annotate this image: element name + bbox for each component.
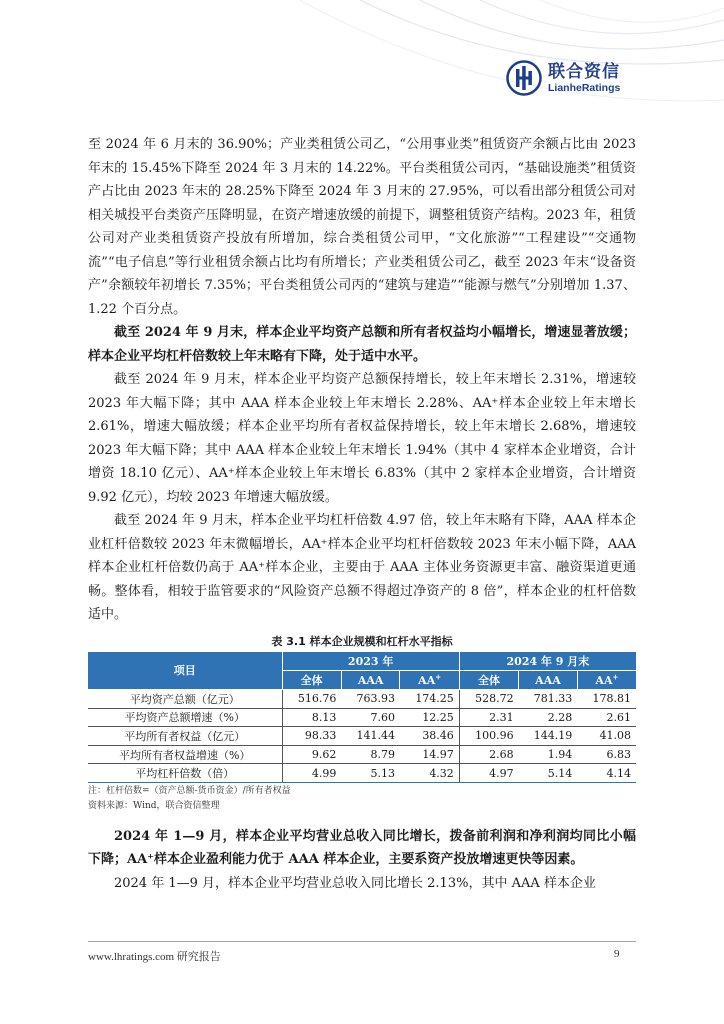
- table-cell: 2.28: [519, 708, 578, 727]
- table-cell: 4.97: [459, 764, 518, 783]
- table-cell: 144.19: [519, 727, 578, 746]
- table-cell: 781.33: [519, 690, 578, 709]
- row-label: 平均资产总额增速（%）: [88, 708, 282, 727]
- subheader-aaa-2023: AAA: [341, 671, 400, 690]
- table-cell: 98.33: [282, 727, 341, 746]
- page-number: 9: [614, 948, 620, 960]
- table-cell: 528.72: [459, 690, 518, 709]
- subheader-all-2024: 全体: [459, 671, 518, 690]
- table-row: [88, 745, 636, 764]
- table-header-item: 项目: [88, 652, 282, 690]
- subheader-aaplus-2024: AA+: [577, 671, 636, 690]
- paragraph-heading-assets: 截至 2024 年 9 月末，样本企业平均资产总额和所有者权益均小幅增长，增速显著放缓；样本企业平均杠杆倍数较上年末略有下降，处于适中水平。: [88, 325, 636, 364]
- table-cell: 1.94: [519, 745, 578, 764]
- table-header-2024q3: 2024 年 9 月末: [459, 652, 636, 671]
- table-cell: 174.25: [400, 690, 459, 709]
- leverage-table: [88, 652, 636, 783]
- paragraph-4: 截至 2024 年 9 月末，样本企业平均杠杆倍数 4.97 倍，较上年末略有下降，AAA 样本企业杠杆倍数较 2023 年末微幅增长，AA⁺样本企业平均杠杆倍数较 2023 年末小幅下降，AAA 样本企业杠杆倍数仍高于 AA⁺样本企业，主要由于 AAA 主体业务资源更丰富、融资渠道更通畅。整体看，相较于监管要求的“风险资产总额不得超过净资产的 8 倍”，样本企业的杠杆倍数适中。: [88, 513, 636, 622]
- subheader-aaa-2024: AAA: [519, 671, 578, 690]
- row-label: 平均所有者权益（亿元）: [88, 727, 282, 746]
- company-logo: [506, 56, 636, 100]
- table-row: [88, 708, 636, 727]
- footer-site: www.lhratings.com 研究报告: [88, 951, 221, 963]
- table-cell: 141.44: [341, 727, 400, 746]
- table-cell: 2.31: [459, 708, 518, 727]
- subheader-aaplus-2023: AA+: [400, 671, 459, 690]
- table-source: 资料来源：Wind，联合资信整理: [88, 800, 220, 811]
- table-cell: 2.61: [577, 708, 636, 727]
- table-cell: 5.13: [341, 764, 400, 783]
- table-cell: 6.83: [577, 745, 636, 764]
- table-cell: 763.93: [341, 690, 400, 709]
- row-label: 平均资产总额（亿元）: [88, 690, 282, 709]
- lianhe-logo-icon: [506, 60, 542, 96]
- row-label: 平均杠杆倍数（倍）: [88, 764, 282, 783]
- table-cell: 4.32: [400, 764, 459, 783]
- table-cell: 8.13: [282, 708, 341, 727]
- table-cell: 14.97: [400, 745, 459, 764]
- table-cell: 38.46: [400, 727, 459, 746]
- paragraph-heading-income: 2024 年 1—9 月，样本企业平均营业总收入同比增长，拨备前利润和净利润均同比小幅下降；AA⁺样本企业盈利能力优于 AAA 样本企业，主要系资产投放增速更快等因素。: [88, 828, 636, 868]
- document-body: [88, 133, 636, 895]
- table-cell: 5.14: [519, 764, 578, 783]
- table-cell: 178.81: [577, 690, 636, 709]
- table-cell: 4.99: [282, 764, 341, 783]
- table-cell: 7.60: [341, 708, 400, 727]
- paragraph-6: 2024 年 1—9 月，样本企业平均营业总收入同比增长 2.13%，其中 AAA 样本企业: [114, 875, 596, 891]
- subheader-all-2023: 全体: [282, 671, 341, 690]
- table-title: 表 3.1 样本企业规模和杠杆水平指标: [271, 634, 453, 648]
- table-cell: 516.76: [282, 690, 341, 709]
- table-note: 注：杠杆倍数=（资产总额-货币资金）/所有者权益: [88, 785, 291, 796]
- table-cell: 8.79: [341, 745, 400, 764]
- table-row: [88, 727, 636, 746]
- paragraph-1: 至 2024 年 6 月末的 36.90%；产业类租赁公司乙，“公用事业类”租赁资产余额占比由 2023 年末的 15.45%下降至 2024 年 3 月末的 14.22%。平台类租赁公司丙，“基础设施类”租赁资产占比由 2023 年末的 28.25%下降至 2024 年 3 月末的 27.95%，可以看出部分租赁公司对相关城投平台类资产压降明显，在资产增速放缓的前提下，调整租赁资产结构。2023 年，租赁公司对产业类租赁资产投放有所增加，综合类租赁公司甲，“文化旅游”“工程建设”“交通物流”“电子信息”等行业租赁余额占比均有所增长；产业类租赁公司乙，截至 2023 年末“设备资产”余额较年初增长 7.35%；平台类租赁公司丙的“建筑与建造”“能源与燃气”分别增加 1.37、1.22 个百分点。: [88, 137, 636, 317]
- table-cell: 9.62: [282, 745, 341, 764]
- table-row: [88, 690, 636, 709]
- table-cell: 100.96: [459, 727, 518, 746]
- footer-divider: [88, 941, 636, 942]
- table-cell: 41.08: [577, 727, 636, 746]
- logo-english-name: LianheRatings: [548, 82, 621, 94]
- table-header-2023: 2023 年: [282, 652, 459, 671]
- table-cell: 4.14: [577, 764, 636, 783]
- table-cell: 2.68: [459, 745, 518, 764]
- table-cell: 12.25: [400, 708, 459, 727]
- paragraph-3: 截至 2024 年 9 月末，样本企业平均资产总额保持增长，较上年末增长 2.31%，增速较 2023 年大幅下降；其中 AAA 样本企业较上年末增长 2.28%、AA⁺样本企业较上年末增长 2.61%，增速大幅放缓；样本企业平均所有者权益保持增长，较上年末增长 2.68%，增速较 2023 年大幅下降；其中 AAA 样本企业较上年末增长 1.94%（其中 4 家样本企业增资，合计增资 18.10 亿元）、AA⁺样本企业较上年末增长 6.83%（其中 2 家样本企业增资，合计增资 9.92 亿元），均较 2023 年增速大幅放缓。: [88, 372, 636, 505]
- row-label: 平均所有者权益增速（%）: [88, 745, 282, 764]
- table-row: [88, 764, 636, 783]
- logo-chinese-name: 联合资信: [548, 62, 620, 82]
